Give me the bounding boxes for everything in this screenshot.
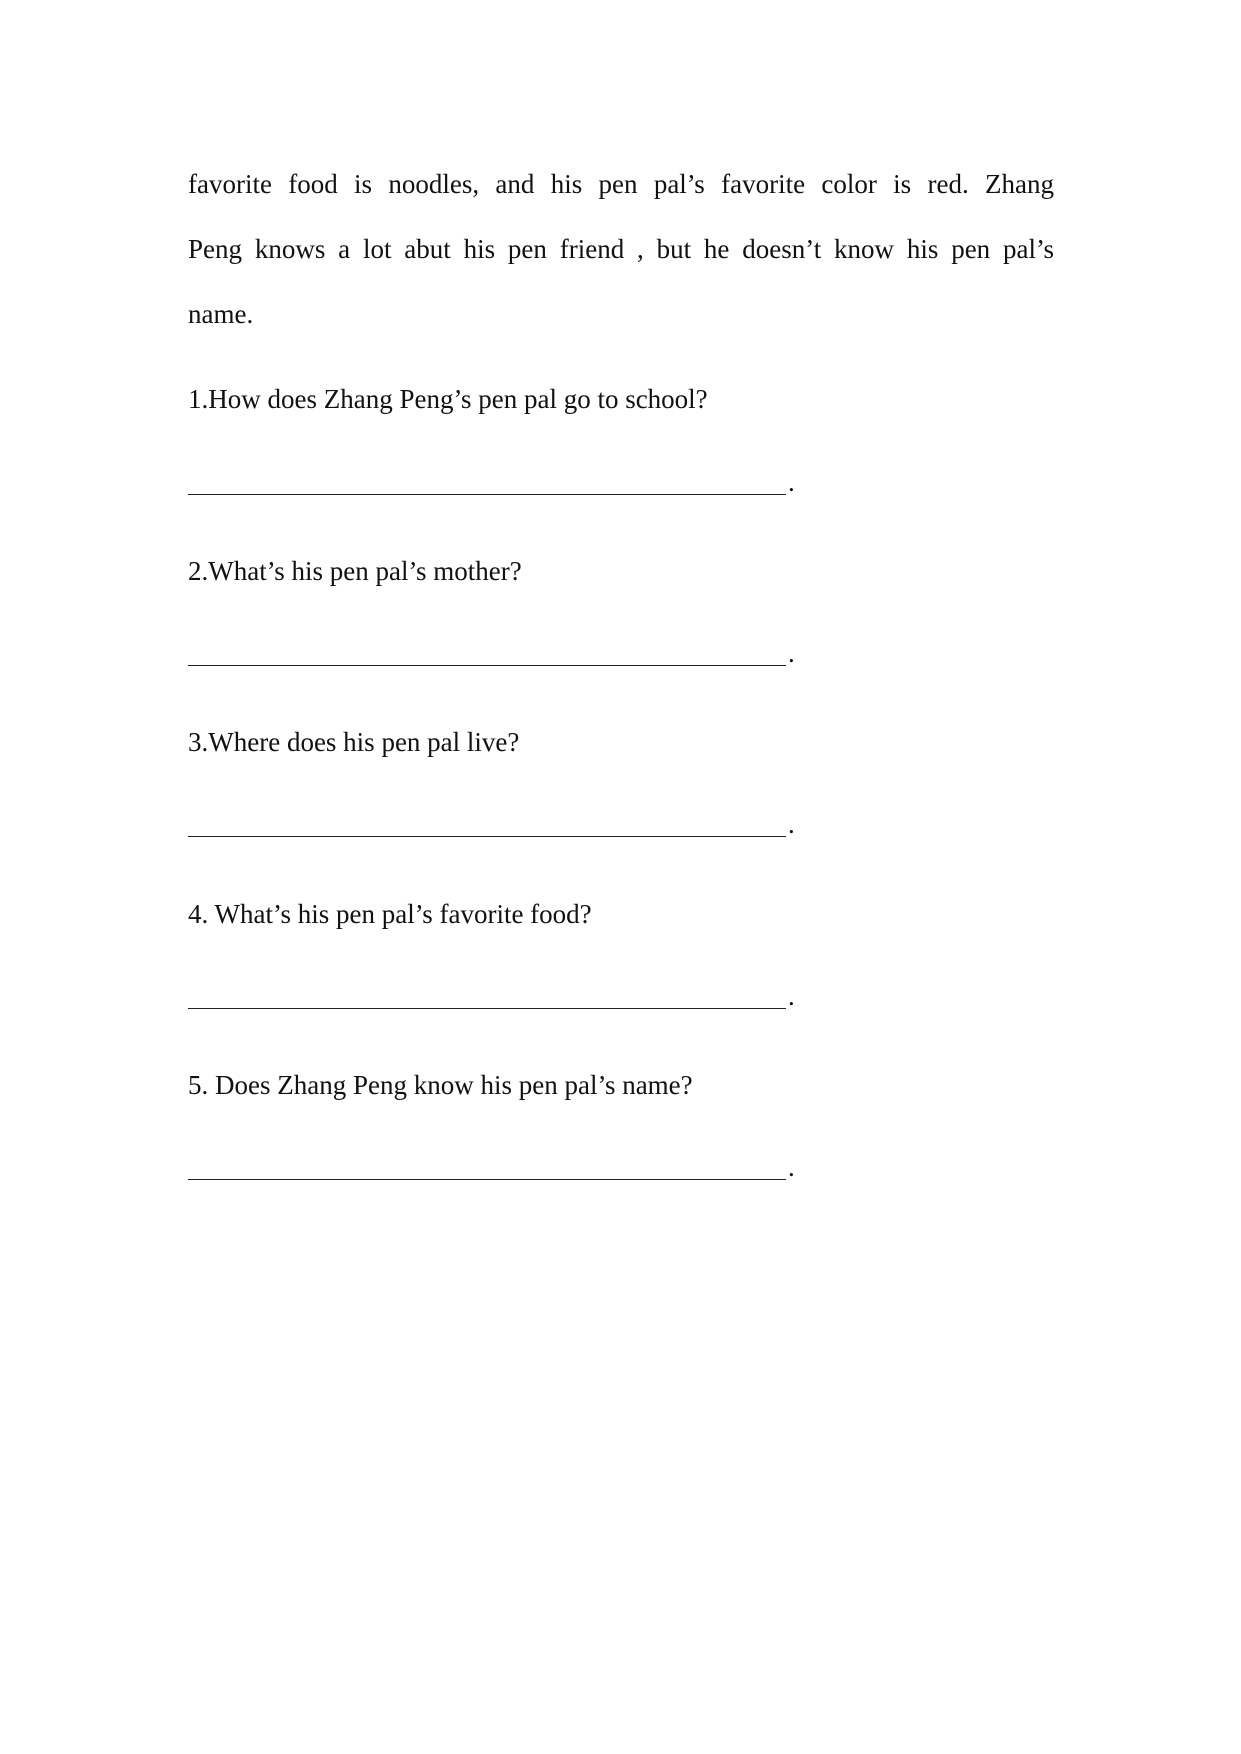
passage-line-1: favorite food is noodles, and his pen pal’s favorite color is red. Zhang (188, 169, 1054, 199)
answer-period: . (788, 638, 795, 668)
question-4: 4. What’s his pen pal’s favorite food? (188, 899, 592, 929)
answer-period: . (788, 1152, 795, 1182)
question-5: 5. Does Zhang Peng know his pen pal’s name? (188, 1070, 693, 1100)
answer-blank-4[interactable] (188, 981, 795, 1016)
answer-rule (188, 1179, 786, 1180)
answer-blank-5[interactable] (188, 1152, 795, 1187)
answer-rule (188, 836, 786, 837)
answer-rule (188, 494, 786, 495)
question-1: 1.How does Zhang Peng’s pen pal go to school? (188, 384, 708, 414)
answer-period: . (788, 467, 795, 497)
answer-rule (188, 665, 786, 666)
answer-rule (188, 1008, 786, 1009)
answer-period: . (788, 981, 795, 1011)
answer-period: . (788, 809, 795, 839)
answer-blank-1[interactable] (188, 467, 795, 502)
answer-blank-3[interactable] (188, 809, 795, 844)
passage-line-3: name. (188, 299, 254, 329)
answer-blank-2[interactable] (188, 638, 795, 673)
question-3: 3.Where does his pen pal live? (188, 727, 520, 757)
passage-line-2: Peng knows a lot abut his pen friend , but he doesn’t know his pen pal’s (188, 234, 1054, 264)
question-2: 2.What’s his pen pal’s mother? (188, 556, 522, 586)
